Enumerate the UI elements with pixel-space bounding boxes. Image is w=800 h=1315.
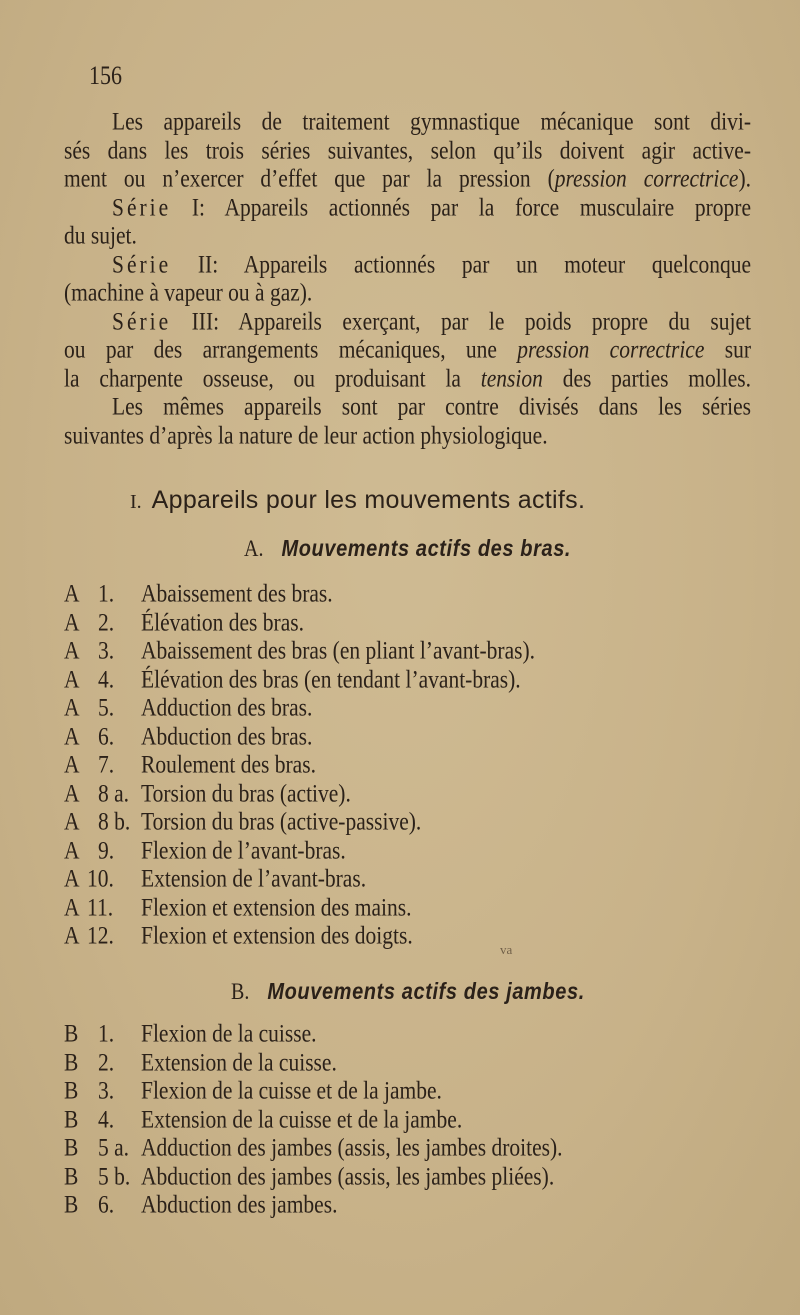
item-text: Adduction des jambes (assis, les jambes droites).: [141, 1132, 563, 1162]
subsection-letter: B.: [231, 979, 250, 1005]
item-number: 6.: [98, 721, 115, 750]
text-segment: I: Appareils actionnés par la force musculaire propre: [171, 192, 751, 221]
text-segment: Série: [112, 306, 172, 335]
item-text: Abaissement des bras (en pliant l’avant-bras).: [141, 635, 536, 665]
text-segment: II: Appareils actionnés par un moteur quelconque: [171, 249, 751, 278]
text-segment: des parties molles.: [542, 363, 751, 392]
item-text: Roulement des bras.: [141, 749, 316, 779]
item-number: 1.: [98, 578, 115, 608]
item-number: 2.: [98, 607, 115, 636]
item-code: A: [64, 692, 80, 722]
item-code: A: [64, 607, 80, 636]
item-code: B: [64, 1132, 79, 1162]
item-number: 7.: [98, 749, 115, 779]
item-code: B: [64, 1075, 79, 1105]
item-number: 12.: [87, 920, 114, 950]
item-code: B: [64, 1018, 79, 1048]
item-code: B: [64, 1104, 79, 1133]
item-number: 5.: [98, 692, 115, 722]
paragraph-line: [64, 418, 751, 451]
item-text: Flexion et extension des mains.: [141, 892, 412, 921]
text-segment: ment ou n’exercer d’effet que par la pression (: [64, 163, 555, 193]
text-segment: (machine à vapeur ou à gaz).: [64, 277, 313, 307]
item-code: A: [64, 835, 80, 864]
item-code: A: [64, 635, 80, 665]
text-segment: ou par des arrangements mécaniques, une: [64, 334, 518, 364]
page-number: 156: [89, 60, 122, 90]
item-text: Flexion de l’avant-bras.: [141, 835, 346, 864]
text-segment: III: Appareils exerçant, par le poids propre du sujet: [171, 306, 751, 335]
item-text: Élévation des bras (en tendant l’avant-bras).: [141, 664, 521, 693]
item-code: A: [64, 749, 80, 779]
item-text: Torsion du bras (active-passive).: [141, 806, 422, 836]
item-number: 4.: [98, 1104, 115, 1133]
item-number: 11.: [87, 892, 114, 921]
text-segment: tension: [480, 363, 543, 392]
item-number: 3.: [98, 635, 115, 665]
item-code: A: [64, 920, 80, 950]
item-number: 6.: [98, 1189, 115, 1219]
item-text: Flexion et extension des doigts.: [141, 920, 413, 950]
text-segment: Les mêmes appareils sont par contre divisés dans les séries: [112, 391, 751, 421]
subsection-title: Mouvements actifs des jambes.: [267, 979, 585, 1005]
item-code: B: [64, 1047, 79, 1076]
item-code: A: [64, 721, 80, 750]
item-number: 9.: [98, 835, 115, 864]
marginal-mark: va: [500, 942, 513, 957]
section-heading: [130, 486, 585, 515]
item-text: Torsion du bras (active).: [141, 778, 351, 807]
text-segment: pression correctrice: [554, 163, 739, 193]
item-text: Flexion de la cuisse.: [141, 1018, 317, 1048]
item-text: Abduction des jambes (assis, les jambes pliées).: [141, 1161, 555, 1190]
item-code: A: [64, 578, 80, 608]
text-segment: Les appareils de traitement gymnastique mécanique sont divi-: [112, 106, 751, 136]
item-code: B: [64, 1161, 79, 1190]
item-text: Élévation des bras.: [141, 607, 304, 636]
item-text: Flexion de la cuisse et de la jambe.: [141, 1075, 442, 1105]
item-text: Abduction des jambes.: [141, 1189, 338, 1219]
text-segment: sur: [704, 334, 751, 364]
item-text: Extension de l’avant-bras.: [141, 863, 367, 893]
item-text: Abaissement des bras.: [141, 578, 333, 608]
subsection-letter: A.: [244, 536, 264, 562]
item-code: A: [64, 863, 80, 893]
subsection-heading-a: [244, 536, 571, 562]
item-code: A: [64, 778, 80, 807]
item-code: A: [64, 664, 80, 693]
item-number: 8 b.: [98, 806, 131, 836]
text-segment: pression correctrice: [517, 334, 705, 364]
item-number: 4.: [98, 664, 115, 693]
text-segment: Série: [112, 249, 172, 278]
item-text: Extension de la cuisse.: [141, 1047, 337, 1076]
text-segment: du sujet.: [64, 220, 137, 250]
text-segment: Série: [112, 192, 172, 221]
item-number: 2.: [98, 1047, 115, 1076]
item-number: 3.: [98, 1075, 115, 1105]
item-number: 10.: [87, 863, 114, 893]
item-text: Adduction des bras.: [141, 692, 313, 722]
item-code: A: [64, 806, 80, 836]
item-text: Abduction des bras.: [141, 721, 313, 750]
item-number: 8 a.: [98, 778, 130, 807]
subsection-heading-b: [231, 979, 585, 1005]
item-number: 1.: [98, 1018, 115, 1048]
item-code: A: [64, 892, 80, 921]
section-number: I.: [130, 491, 142, 513]
section-title: Appareils pour les mouvements actifs.: [151, 486, 586, 514]
item-code: B: [64, 1189, 79, 1219]
item-text: Extension de la cuisse et de la jambe.: [141, 1104, 463, 1133]
text-segment: suivantes d’après la nature de leur action physiologique.: [64, 420, 548, 449]
subsection-title: Mouvements actifs des bras.: [281, 536, 572, 562]
text-segment: sés dans les trois séries suivantes, selon qu’ils doivent agir active-: [64, 135, 751, 164]
item-number: 5 b.: [98, 1161, 131, 1190]
item-number: 5 a.: [98, 1132, 130, 1162]
text-segment: la charpente osseuse, ou produisant la: [64, 363, 481, 392]
text-segment: ).: [738, 163, 751, 193]
